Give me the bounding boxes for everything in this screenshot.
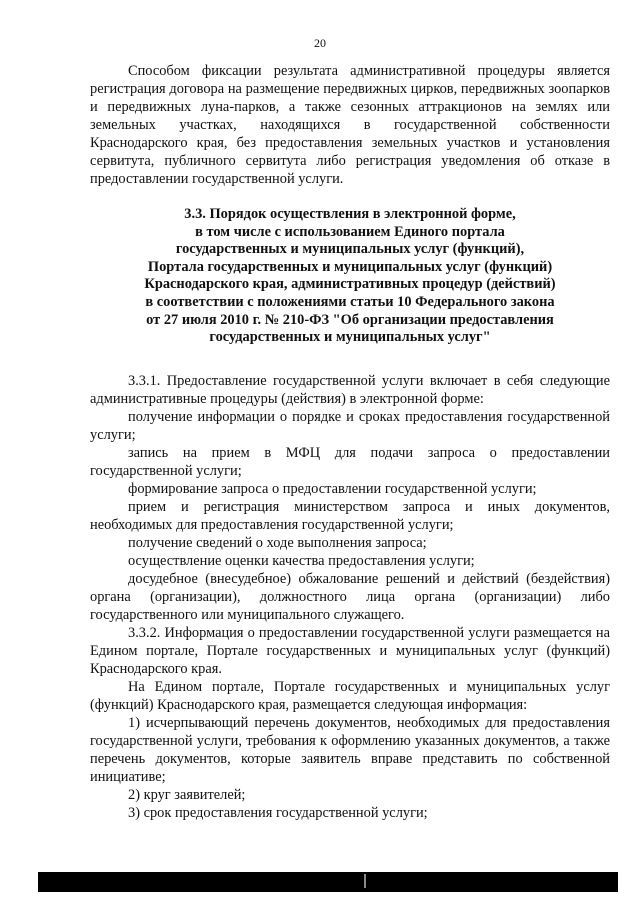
procedure-item: формирование запроса о предоставлении государственной услуги;	[128, 480, 537, 497]
info-item: 2) круг заявителей;	[128, 786, 246, 803]
procedure-item: досудебное (внесудебное) обжалование решений и действий (бездействия) органа (организации), должностного лица органа (организации) либо государственного или муниципального служащего.	[90, 570, 610, 623]
section-heading	[90, 206, 610, 347]
heading-line: 3.3. Порядок осуществления в электронной форме,	[184, 206, 516, 222]
clause-3-3-2: 3.3.2. Информация о предоставлении государственной услуги размещается на Едином портале, Портале государственных и муниципальных услуг (функций) Краснодарского края.	[90, 624, 610, 677]
heading-line: Краснодарского края, административных процедур (действий)	[144, 276, 556, 293]
scan-bottom-bar	[38, 872, 618, 892]
info-item: 3) срок предоставления государственной услуги;	[128, 804, 428, 821]
scan-bar-notch	[364, 874, 366, 888]
procedure-item: получение информации о порядке и сроках предоставления государственной услуги;	[90, 408, 610, 443]
heading-line: государственных и муниципальных услуг"	[209, 329, 491, 346]
portal-intro: На Едином портале, Портале государственных и муниципальных услуг (функций) Краснодарского края, размещается следующая информация:	[90, 678, 610, 713]
procedure-item: запись на прием в МФЦ для подачи запроса о предоставлении государственной услуги;	[90, 444, 610, 479]
heading-line: государственных и муниципальных услуг (функций),	[175, 241, 525, 258]
procedure-item: получение сведений о ходе выполнения запроса;	[128, 534, 427, 551]
heading-line: в соответствии с положениями статьи 10 Федерального закона	[145, 293, 555, 310]
heading-line: в том числе с использованием Единого портала	[195, 223, 505, 240]
page-number: 20	[314, 36, 326, 50]
procedure-item: осуществление оценки качества предоставления услуги;	[128, 552, 475, 569]
procedure-item: прием и регистрация министерством запроса и иных документов, необходимых для предоставления государственной услуги;	[90, 498, 610, 533]
intro-paragraph: Способом фиксации результата административной процедуры является регистрация договора на размещение передвижных цирков, передвижных зоопарков и передвижных луна-парков, а также сезонных аттракционов на землях или земельных участках, находящихся в государственной собственности Краснодарского края, без предоставления земельных участков и установления сервитута, публичного сервитута либо регистрация уведомления об отказе в предоставлении государственной услуги.	[90, 63, 610, 187]
heading-line: от 27 июля 2010 г. № 210-ФЗ "Об организации предоставления	[146, 311, 554, 328]
heading-line: Портала государственных и муниципальных услуг (функций)	[147, 258, 553, 275]
info-item: 1) исчерпывающий перечень документов, необходимых для предоставления государственной услуги, требования к оформлению указанных документов, а также перечень документов, которые заявитель вправе представить по собственной инициативе;	[90, 714, 610, 785]
document-body	[90, 62, 610, 822]
clause-3-3-1: 3.3.1. Предоставление государственной услуги включает в себя следующие административные процедуры (действия) в электронной форме:	[90, 372, 610, 407]
